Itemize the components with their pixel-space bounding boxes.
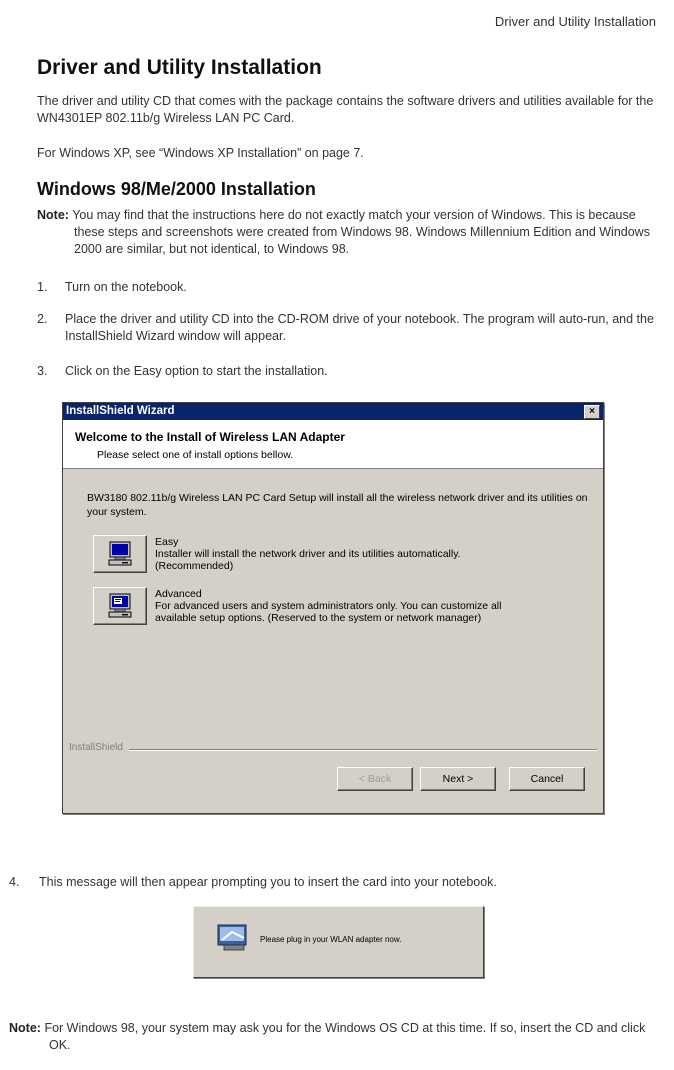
- step-3: [37, 363, 659, 380]
- plug-in-message-box: [193, 906, 484, 978]
- running-header: Driver and Utility Installation: [494, 14, 656, 29]
- advanced-desc-line2: available setup options. (Reserved to the system or network manager): [155, 612, 482, 624]
- brand-divider: [69, 749, 597, 751]
- section-heading: Windows 98/Me/2000 Installation: [37, 179, 316, 199]
- final-note-text: For Windows 98, your system may ask you for the Windows OS CD at this time. If so, insert the CD and click OK.: [44, 1021, 646, 1052]
- cancel-button[interactable]: Cancel: [509, 767, 585, 791]
- note-label: Note:: [37, 208, 69, 222]
- advanced-title: Advanced: [155, 588, 202, 600]
- easy-option-text: [155, 536, 585, 572]
- intro-paragraph: The driver and utility CD that comes with the package contains the software drivers and utilities available for the WN4301EP 802.11b/g Wireless LAN PC Card.: [37, 94, 654, 125]
- final-note-label: Note:: [9, 1021, 41, 1035]
- step-number: 3.: [37, 364, 48, 378]
- dialog-title: InstallShield Wizard: [66, 405, 175, 417]
- setup-computer-icon: [107, 593, 133, 619]
- installshield-brand: InstallShield: [69, 742, 129, 753]
- note-block: [37, 207, 659, 258]
- step-number: 2.: [37, 312, 48, 326]
- page-title: Driver and Utility Installation: [37, 56, 322, 79]
- select-prompt: Please select one of install options bellow.: [97, 449, 294, 461]
- step-text: Click on the Easy option to start the installation.: [65, 364, 328, 378]
- next-button[interactable]: Next >: [420, 767, 496, 791]
- step-4: [9, 874, 659, 891]
- easy-title: Easy: [155, 536, 179, 548]
- setup-description: BW3180 802.11b/g Wireless LAN PC Card Setup will install all the wireless network driver and its utilities on your system.: [87, 492, 588, 518]
- step-1: [37, 279, 659, 296]
- dialog-header: [63, 420, 603, 469]
- final-note: [9, 1020, 664, 1054]
- dialog-titlebar: [63, 403, 603, 420]
- step-text: Place the driver and utility CD into the CD-ROM drive of your notebook. The program will auto-run, and the InstallShield Wizard window will appear.: [65, 312, 654, 343]
- step-number: 1.: [37, 280, 48, 294]
- plug-in-message: Please plug in your WLAN adapter now.: [260, 935, 402, 944]
- back-button[interactable]: < Back: [337, 767, 413, 791]
- close-button[interactable]: ×: [584, 405, 600, 419]
- advanced-option-button[interactable]: [93, 587, 147, 625]
- easy-recommended: (Recommended): [155, 560, 234, 572]
- xp-reference: For Windows XP, see “Windows XP Installation” on page 7.: [37, 146, 364, 160]
- welcome-heading: Welcome to the Install of Wireless LAN Adapter: [75, 430, 345, 444]
- advanced-option-text: [155, 588, 585, 624]
- step-2: [37, 311, 659, 345]
- step-text: Turn on the notebook.: [65, 280, 187, 294]
- computer-icon: [107, 541, 133, 567]
- installshield-dialog: [62, 402, 604, 814]
- step-number: 4.: [9, 875, 20, 889]
- step-text: This message will then appear prompting you to insert the card into your notebook.: [39, 875, 497, 889]
- easy-desc: Installer will install the network driver and its utilities automatically.: [155, 548, 461, 560]
- note-text: You may find that the instructions here do not exactly match your version of Windows. This is because these steps and screenshots were created from Windows 98. Windows Millennium Edition and Windows 2000 are similar, but not identical, to Windows 98.: [72, 208, 650, 256]
- advanced-desc-line1: For advanced users and system administrators only. You can customize all: [155, 600, 502, 612]
- wlan-adapter-icon: [216, 923, 250, 953]
- easy-option-button[interactable]: [93, 535, 147, 573]
